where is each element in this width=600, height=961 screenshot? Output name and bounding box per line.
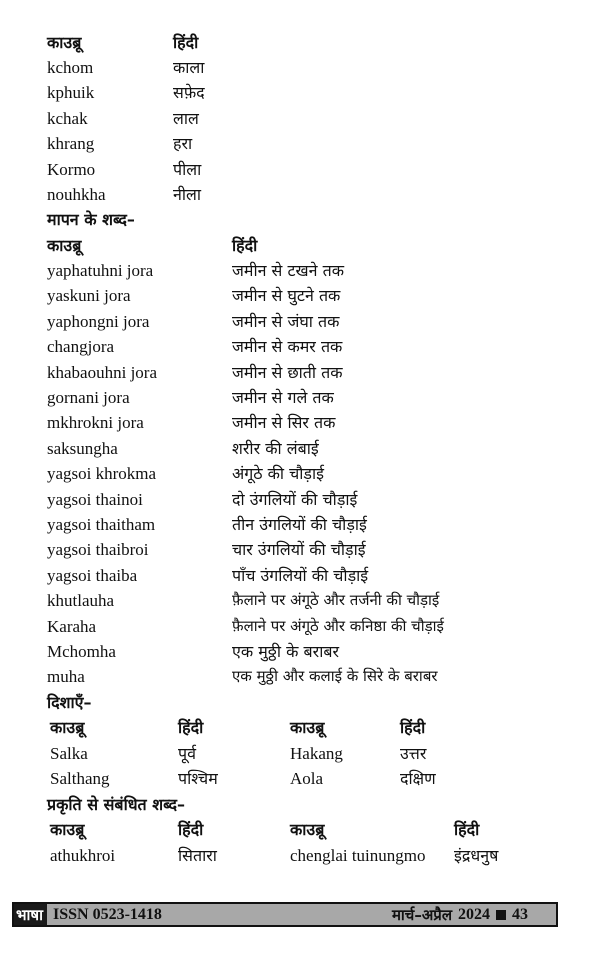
table-row (47, 334, 577, 359)
kokborok-word: yagsoi thainoi (47, 490, 143, 509)
hindi-word: एक मुठ्ठी और कलाई के सिरे के बराबर (232, 667, 438, 685)
directions-header-row (50, 715, 550, 740)
table-row (47, 283, 577, 308)
kokborok-word: yaphatuhni jora (47, 261, 154, 280)
table-row (47, 614, 577, 639)
col-header-hindi-2: हिंदी (400, 718, 426, 737)
kokborok-word: saksungha (47, 439, 118, 458)
table-row (50, 843, 590, 868)
table-row (47, 309, 577, 334)
issue-year: 2024 (458, 905, 490, 923)
hindi-word: जमीन से छाती तक (232, 363, 343, 382)
kokborok-word: changjora (47, 337, 115, 356)
hindi-word: जमीन से घुटने तक (232, 286, 341, 305)
bhasha-logo: भाषा (14, 904, 47, 925)
table-row (47, 106, 347, 131)
hindi-word: जमीन से जंघा तक (232, 312, 340, 331)
kokborok-word: yaskuni jora (47, 286, 131, 305)
kokborok-word: Hakang (290, 744, 343, 763)
page-number: 43 (512, 905, 528, 923)
hindi-word: एक मुठ्ठी के बराबर (232, 642, 340, 661)
table-row (47, 512, 577, 537)
kokborok-word: kchak (47, 109, 88, 128)
table-row (47, 157, 347, 182)
kokborok-word: khabaouhni jora (47, 363, 157, 382)
kokborok-word: nouhkha (47, 185, 106, 204)
hindi-word: पाँच उंगलियों की चौड़ाई (232, 566, 369, 585)
table-row (47, 360, 577, 385)
col-header-kokborok: काउब्रू (50, 820, 85, 839)
kokborok-word: Salthang (50, 769, 110, 788)
hindi-word: उत्तर (400, 744, 427, 763)
hindi-word: सफ़ेद (173, 83, 205, 102)
issn-number: ISSN 0523-1418 (53, 905, 162, 923)
kokborok-word: yagsoi thaiba (47, 566, 138, 585)
hindi-word: पीला (173, 160, 202, 179)
kokborok-word: khrang (47, 134, 95, 153)
kokborok-word: yagsoi thaitham (47, 515, 156, 534)
kokborok-word: athukhroi (50, 846, 116, 865)
kokborok-word: Karaha (47, 617, 97, 636)
kokborok-word: kchom (47, 58, 94, 77)
hindi-word: अंगूठे की चौड़ाई (232, 464, 324, 483)
table-row (50, 741, 550, 766)
table-row (47, 639, 577, 664)
square-bullet-icon (496, 910, 506, 920)
table-row (47, 487, 577, 512)
hindi-word: शरीर की लंबाई (232, 439, 319, 458)
col-header-hindi: हिंदी (178, 820, 204, 839)
hindi-word: इंद्रधनुष (454, 846, 499, 865)
colors-header-row (47, 30, 347, 55)
kokborok-word: kphuik (47, 83, 95, 102)
table-row (47, 664, 577, 689)
col-header-hindi-2: हिंदी (454, 820, 480, 839)
col-header-kokborok-2: काउब्रू (290, 718, 325, 737)
hindi-word: पश्चिम (178, 769, 218, 788)
table-row (47, 436, 577, 461)
kokborok-word: muha (47, 667, 85, 686)
col-header-kokborok-2: काउब्रू (290, 820, 325, 839)
hindi-word: जमीन से टखने तक (232, 261, 344, 280)
hindi-word: हरा (173, 134, 193, 153)
hindi-word: सितारा (178, 846, 217, 865)
table-row (47, 258, 577, 283)
hindi-word: फ़ैलाने पर अंगूठे और कनिष्ठा की चौड़ाई (232, 617, 444, 635)
col-header-hindi: हिंदी (232, 236, 258, 255)
col-header-hindi: हिंदी (173, 33, 199, 52)
nature-header-row (50, 817, 590, 842)
table-row (47, 563, 577, 588)
hindi-word: काला (173, 58, 205, 77)
hindi-word: जमीन से गले तक (232, 388, 334, 407)
kokborok-word: yagsoi thaibroi (47, 540, 149, 559)
hindi-word: जमीन से कमर तक (232, 337, 343, 356)
kokborok-word: Mchomha (47, 642, 116, 661)
nature-section-title: प्रकृति से संबंधित शब्द– (47, 795, 185, 814)
col-header-kokborok: काउब्रू (50, 718, 85, 737)
issue-months: मार्च–अप्रैल (391, 905, 452, 924)
kokborok-word: Kormo (47, 160, 96, 179)
kokborok-word: mkhrokni jora (47, 413, 144, 432)
kokborok-word: chenglai tuinungmo (290, 846, 426, 865)
hindi-word: जमीन से सिर तक (232, 413, 336, 432)
table-row (47, 410, 577, 435)
page-footer (12, 902, 558, 927)
hindi-word: फ़ैलाने पर अंगूठे और तर्जनी की चौड़ाई (232, 591, 440, 609)
col-header-hindi: हिंदी (178, 718, 204, 737)
col-header-kokborok: काउब्रू (47, 236, 82, 255)
hindi-word: पूर्व (178, 744, 196, 763)
hindi-word: चार उंगलियों की चौड़ाई (232, 540, 366, 559)
table-row (47, 55, 347, 80)
kokborok-word: yagsoi khrokma (47, 464, 157, 483)
table-row (47, 80, 347, 105)
hindi-word: लाल (173, 109, 199, 128)
measure-section-title: मापन के शब्द– (47, 210, 135, 229)
kokborok-word: khutlauha (47, 591, 115, 610)
measure-header-row (47, 233, 547, 258)
kokborok-word: gornani jora (47, 388, 130, 407)
table-row (47, 385, 577, 410)
col-header-kokborok: काउब्रू (47, 33, 82, 52)
table-row (50, 766, 550, 791)
table-row (47, 131, 347, 156)
kokborok-word: yaphongni jora (47, 312, 150, 331)
kokborok-word: Aola (290, 769, 324, 788)
table-row (47, 182, 347, 207)
table-row (47, 461, 577, 486)
kokborok-word: Salka (50, 744, 88, 763)
table-row (47, 537, 577, 562)
directions-section-title: दिशाएँ– (47, 693, 92, 712)
hindi-word: तीन उंगलियों की चौड़ाई (232, 515, 367, 534)
table-row (47, 588, 577, 613)
hindi-word: नीला (173, 185, 202, 204)
hindi-word: दो उंगलियों की चौड़ाई (232, 490, 358, 509)
hindi-word: दक्षिण (400, 769, 436, 788)
